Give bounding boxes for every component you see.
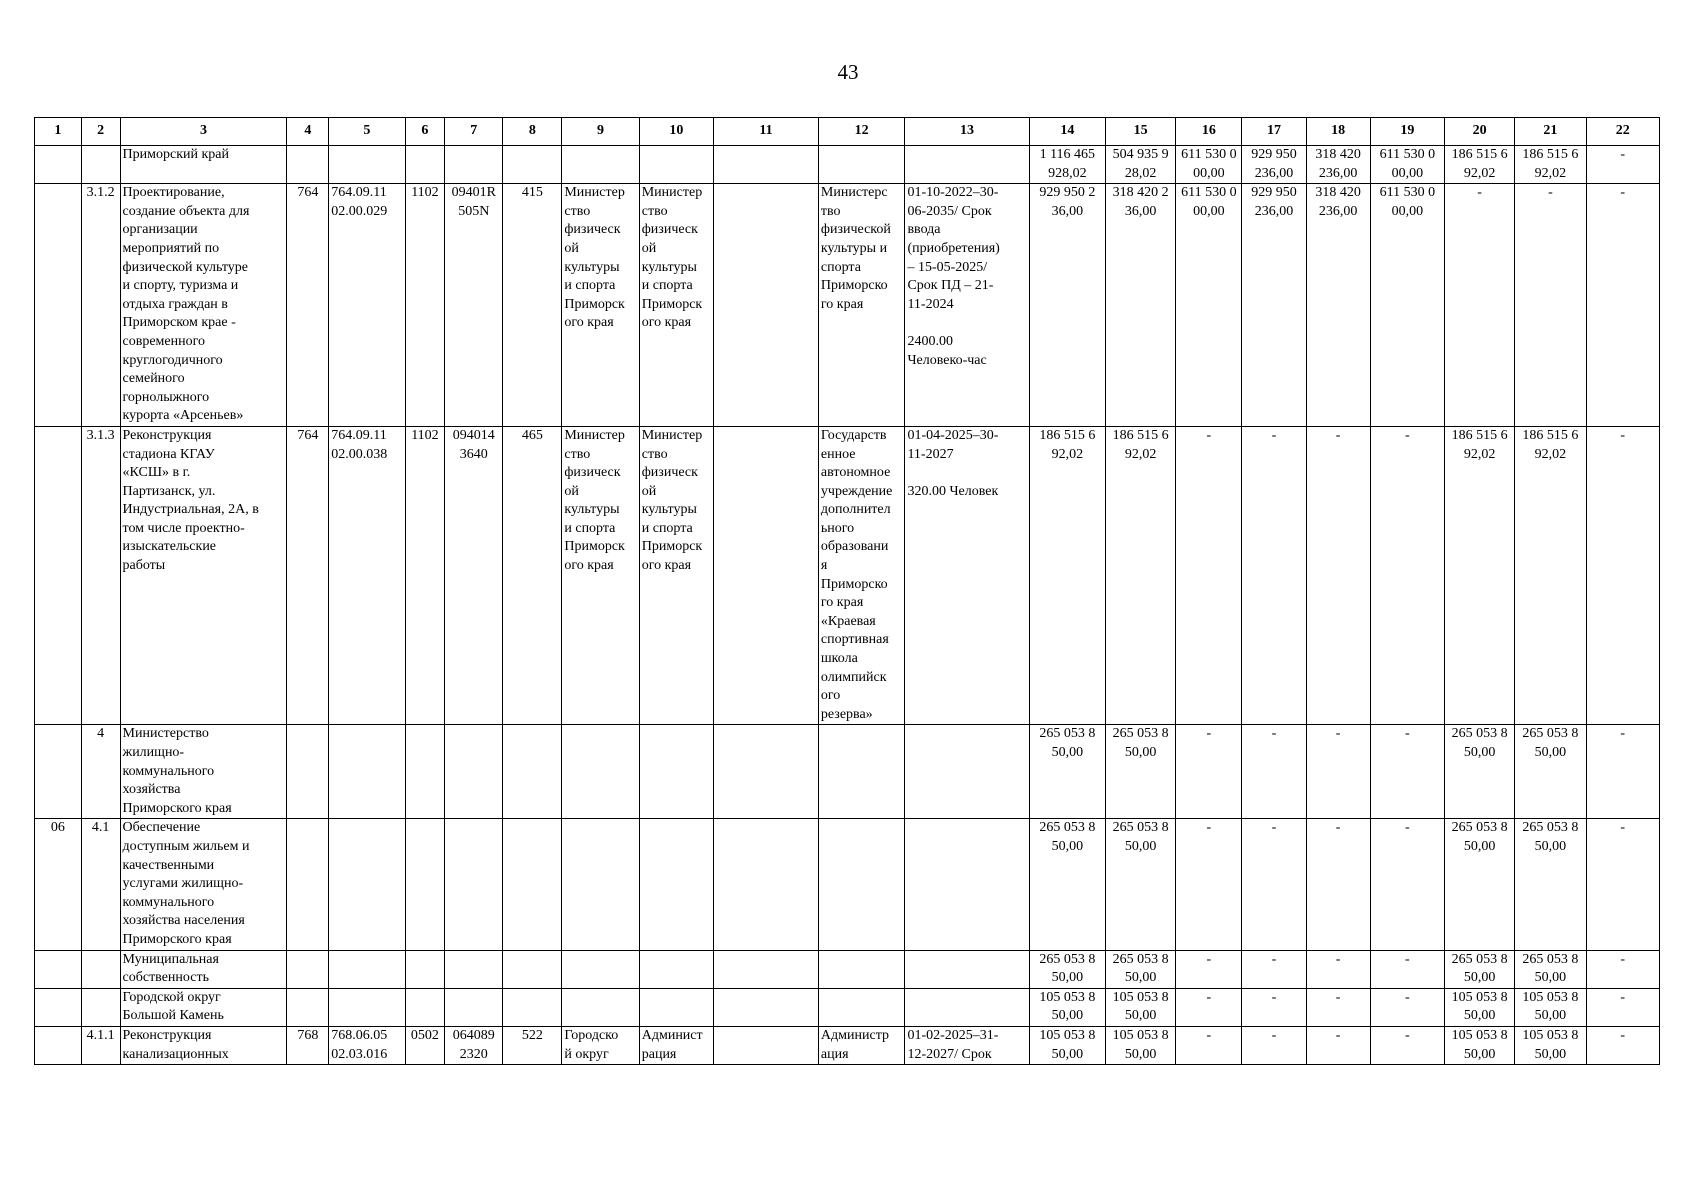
amount-cell-col-22: - [1586,184,1659,427]
timeline-capacity-cell [905,146,1029,184]
column-header: 14 [1029,118,1105,146]
amount-cell-col-16: - [1176,426,1242,725]
amount-cell-col-14: 1 116 465 928,02 [1029,146,1105,184]
customer-cell [562,988,639,1026]
developer-cell [639,146,713,184]
amount-cell-col-14: 929 950 2 36,00 [1029,184,1105,427]
table-row [35,988,1660,1026]
recipient-cell: Министерс тво физической культуры и спорта Приморско го края [818,184,905,427]
column-header: 4 [287,118,329,146]
amount-cell-col-19: 611 530 0 00,00 [1370,184,1444,427]
table-row [35,1026,1660,1064]
code-cell [329,950,405,988]
amount-cell-col-21: 105 053 8 50,00 [1515,988,1586,1026]
amount-cell-col-20: 105 053 8 50,00 [1445,1026,1515,1064]
amount-cell-col-14: 265 053 8 50,00 [1029,950,1105,988]
item-number-cell [81,146,120,184]
column-header: 8 [503,118,562,146]
row-code-cell [35,1026,82,1064]
amount-cell-col-16: - [1176,950,1242,988]
timeline-capacity-cell: 01-02-2025–31- 12-2027/ Срок [905,1026,1029,1064]
amount-cell-col-20: 265 053 8 50,00 [1445,819,1515,950]
amount-cell-col-18: - [1306,426,1370,725]
amount-cell-col-14: 105 053 8 50,00 [1029,1026,1105,1064]
table-row [35,725,1660,819]
amount-cell-col-15: 186 515 6 92,02 [1106,426,1176,725]
description-cell: Городской округ Большой Камень [120,988,287,1026]
column-header: 2 [81,118,120,146]
description-cell: Проектирование, создание объекта для организации мероприятий по физической культуре и спорту, туризма и отдыха граждан в Приморском крае - современного круглогодичного семейного горнолыжного курорта «Арсеньев» [120,184,287,427]
amount-cell-col-20: - [1445,184,1515,427]
target-item-cell [445,819,503,950]
extra-cell [714,146,819,184]
table-row [35,819,1660,950]
amount-cell-col-19: 611 530 0 00,00 [1370,146,1444,184]
customer-cell [562,146,639,184]
target-item-cell [445,988,503,1026]
amount-cell-col-22: - [1586,819,1659,950]
column-header: 20 [1445,118,1515,146]
grbs-cell [287,988,329,1026]
expense-type-cell: 415 [503,184,562,427]
grbs-cell [287,950,329,988]
description-cell: Приморский край [120,146,287,184]
extra-cell [714,426,819,725]
table-row [35,426,1660,725]
description-cell: Реконструкция канализационных [120,1026,287,1064]
amount-cell-col-20: 186 515 6 92,02 [1445,426,1515,725]
row-code-cell [35,426,82,725]
target-item-cell [445,950,503,988]
amount-cell-col-22: - [1586,725,1659,819]
expense-type-cell [503,725,562,819]
recipient-cell [818,950,905,988]
item-number-cell: 4.1.1 [81,1026,120,1064]
column-header: 22 [1586,118,1659,146]
row-code-cell [35,146,82,184]
grbs-cell: 764 [287,426,329,725]
amount-cell-col-19: - [1370,988,1444,1026]
item-number-cell: 3.1.3 [81,426,120,725]
amount-cell-col-21: 265 053 8 50,00 [1515,819,1586,950]
section-cell: 1102 [405,184,445,427]
amount-cell-col-19: - [1370,725,1444,819]
developer-cell: Министер ство физическ ой культуры и спорта Приморск ого края [639,184,713,427]
amount-cell-col-21: 186 515 6 92,02 [1515,426,1586,725]
extra-cell [714,988,819,1026]
column-header: 18 [1306,118,1370,146]
customer-cell [562,819,639,950]
description-cell: Муниципальная собственность [120,950,287,988]
amount-cell-col-15: 105 053 8 50,00 [1106,988,1176,1026]
developer-cell [639,950,713,988]
amount-cell-col-15: 105 053 8 50,00 [1106,1026,1176,1064]
target-item-cell: 064089 2320 [445,1026,503,1064]
column-header: 12 [818,118,905,146]
amount-cell-col-18: 318 420 236,00 [1306,184,1370,427]
section-cell: 1102 [405,426,445,725]
code-cell [329,819,405,950]
column-header: 21 [1515,118,1586,146]
amount-cell-col-16: - [1176,988,1242,1026]
customer-cell [562,950,639,988]
timeline-capacity-cell [905,819,1029,950]
customer-cell: Городско й округ [562,1026,639,1064]
grbs-cell [287,146,329,184]
column-header: 7 [445,118,503,146]
developer-cell: Админист рация [639,1026,713,1064]
amount-cell-col-15: 504 935 9 28,02 [1106,146,1176,184]
amount-cell-col-22: - [1586,950,1659,988]
customer-cell: Министер ство физическ ой культуры и спорта Приморск ого края [562,184,639,427]
target-item-cell [445,146,503,184]
code-cell [329,988,405,1026]
column-header: 19 [1370,118,1444,146]
table-row [35,950,1660,988]
amount-cell-col-19: - [1370,1026,1444,1064]
column-header: 1 [35,118,82,146]
amount-cell-col-19: - [1370,426,1444,725]
recipient-cell [818,819,905,950]
column-header: 11 [714,118,819,146]
developer-cell: Министер ство физическ ой культуры и спорта Приморск ого края [639,426,713,725]
column-header: 9 [562,118,639,146]
amount-cell-col-14: 105 053 8 50,00 [1029,988,1105,1026]
amount-cell-col-17: 929 950 236,00 [1242,146,1306,184]
column-header: 13 [905,118,1029,146]
amount-cell-col-19: - [1370,950,1444,988]
target-item-cell: 094014 3640 [445,426,503,725]
extra-cell [714,1026,819,1064]
amount-cell-col-15: 265 053 8 50,00 [1106,950,1176,988]
code-cell: 764.09.11 02.00.038 [329,426,405,725]
table-row [35,184,1660,427]
amount-cell-col-20: 186 515 6 92,02 [1445,146,1515,184]
code-cell: 764.09.11 02.00.029 [329,184,405,427]
table-row [35,146,1660,184]
developer-cell [639,988,713,1026]
grbs-cell: 764 [287,184,329,427]
amount-cell-col-19: - [1370,819,1444,950]
amount-cell-col-17: - [1242,426,1306,725]
description-cell: Реконструкция стадиона КГАУ «КСШ» в г. Партизанск, ул. Индустриальная, 2А, в том числе проектно- изыскательские работы [120,426,287,725]
expense-type-cell [503,819,562,950]
row-code-cell: 06 [35,819,82,950]
grbs-cell [287,819,329,950]
amount-cell-col-21: - [1515,184,1586,427]
extra-cell [714,184,819,427]
amount-cell-col-21: 265 053 8 50,00 [1515,725,1586,819]
amount-cell-col-14: 186 515 6 92,02 [1029,426,1105,725]
grbs-cell [287,725,329,819]
amount-cell-col-17: - [1242,819,1306,950]
item-number-cell: 4.1 [81,819,120,950]
amount-cell-col-20: 105 053 8 50,00 [1445,988,1515,1026]
extra-cell [714,725,819,819]
amount-cell-col-22: - [1586,146,1659,184]
timeline-capacity-cell [905,725,1029,819]
code-cell [329,725,405,819]
column-header: 16 [1176,118,1242,146]
amount-cell-col-21: 186 515 6 92,02 [1515,146,1586,184]
customer-cell: Министер ство физическ ой культуры и спорта Приморск ого края [562,426,639,725]
recipient-cell [818,725,905,819]
amount-cell-col-17: - [1242,950,1306,988]
section-cell [405,950,445,988]
description-cell: Министерство жилищно- коммунального хозяйства Приморского края [120,725,287,819]
developer-cell [639,819,713,950]
customer-cell [562,725,639,819]
amount-cell-col-14: 265 053 8 50,00 [1029,725,1105,819]
row-code-cell [35,184,82,427]
expense-type-cell [503,988,562,1026]
row-code-cell [35,988,82,1026]
amount-cell-col-20: 265 053 8 50,00 [1445,725,1515,819]
expense-type-cell [503,950,562,988]
amount-cell-col-15: 265 053 8 50,00 [1106,725,1176,819]
code-cell [329,146,405,184]
item-number-cell: 4 [81,725,120,819]
expense-type-cell: 465 [503,426,562,725]
column-header: 3 [120,118,287,146]
recipient-cell: Администр ация [818,1026,905,1064]
column-header: 15 [1106,118,1176,146]
extra-cell [714,950,819,988]
timeline-capacity-cell: 01-04-2025–30- 11-2027 320.00 Человек [905,426,1029,725]
code-cell: 768.06.05 02.03.016 [329,1026,405,1064]
amount-cell-col-17: 929 950 236,00 [1242,184,1306,427]
amount-cell-col-16: 611 530 0 00,00 [1176,146,1242,184]
target-item-cell [445,725,503,819]
amount-cell-col-18: 318 420 236,00 [1306,146,1370,184]
item-number-cell: 3.1.2 [81,184,120,427]
section-cell [405,988,445,1026]
timeline-capacity-cell [905,950,1029,988]
column-header: 6 [405,118,445,146]
amount-cell-col-18: - [1306,950,1370,988]
section-cell [405,819,445,950]
description-cell: Обеспечение доступным жильем и качественными услугами жилищно- коммунального хозяйства населения Приморского края [120,819,287,950]
amount-cell-col-14: 265 053 8 50,00 [1029,819,1105,950]
section-cell: 0502 [405,1026,445,1064]
amount-cell-col-15: 265 053 8 50,00 [1106,819,1176,950]
amount-cell-col-18: - [1306,1026,1370,1064]
amount-cell-col-17: - [1242,725,1306,819]
amount-cell-col-22: - [1586,1026,1659,1064]
grbs-cell: 768 [287,1026,329,1064]
amount-cell-col-20: 265 053 8 50,00 [1445,950,1515,988]
header-row [35,118,1660,146]
amount-cell-col-18: - [1306,725,1370,819]
recipient-cell: Государств енное автономное учреждение дополнител ьного образовани я Приморско го края «Краевая спортивная школа олимпийск ого резерва» [818,426,905,725]
extra-cell [714,819,819,950]
amount-cell-col-21: 265 053 8 50,00 [1515,950,1586,988]
column-header: 10 [639,118,713,146]
expense-type-cell: 522 [503,1026,562,1064]
amount-cell-col-22: - [1586,426,1659,725]
amount-cell-col-21: 105 053 8 50,00 [1515,1026,1586,1064]
amount-cell-col-16: - [1176,725,1242,819]
amount-cell-col-18: - [1306,988,1370,1026]
row-code-cell [35,725,82,819]
timeline-capacity-cell: 01-10-2022–30- 06-2035/ Срок ввода (приобретения) – 15-05-2025/ Срок ПД – 21- 11-2024 2400.00 Человеко-час [905,184,1029,427]
section-cell [405,146,445,184]
row-code-cell [35,950,82,988]
section-cell [405,725,445,819]
amount-cell-col-22: - [1586,988,1659,1026]
expense-type-cell [503,146,562,184]
target-item-cell: 09401R 505N [445,184,503,427]
timeline-capacity-cell [905,988,1029,1026]
amount-cell-col-16: - [1176,819,1242,950]
page-number: 43 [837,60,859,84]
developer-cell [639,725,713,819]
amount-cell-col-17: - [1242,1026,1306,1064]
amount-cell-col-18: - [1306,819,1370,950]
budget-table [34,117,1660,1065]
recipient-cell [818,988,905,1026]
amount-cell-col-15: 318 420 2 36,00 [1106,184,1176,427]
amount-cell-col-16: 611 530 0 00,00 [1176,184,1242,427]
amount-cell-col-17: - [1242,988,1306,1026]
column-header: 5 [329,118,405,146]
recipient-cell [818,146,905,184]
amount-cell-col-16: - [1176,1026,1242,1064]
item-number-cell [81,950,120,988]
item-number-cell [81,988,120,1026]
column-header: 17 [1242,118,1306,146]
